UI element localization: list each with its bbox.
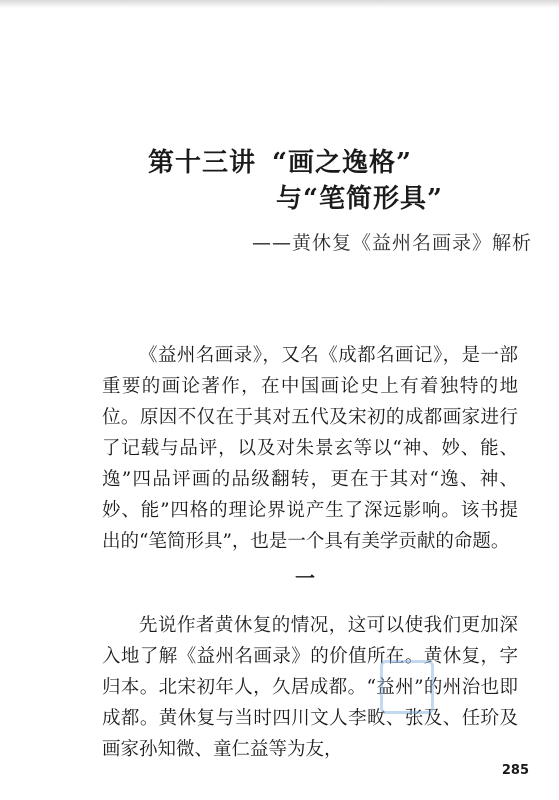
chapter-number: 第十三讲	[148, 148, 257, 178]
chapter-title-main: “画之逸格”	[272, 148, 412, 178]
chapter-title-line2: 与“笔简形具”	[276, 184, 443, 214]
chapter-title-line1	[148, 142, 412, 179]
body-paragraph-1: 《益州名画录》，又名《成都名画记》，是一部重要的画论著作，在中国画论史上有着独特的地位。原因不仅在于其对五代及宋初的成都画家进行了记载与品评，以及对朱景玄等以“神、妙、能、逸”四品评画的品级翻转，更在于其对“逸、神、妙、能”四格的理论界说产生了深远影响。该书提出的“笔简形具”，也是一个具有美学贡献的命题。	[102, 345, 518, 552]
page-number: 285	[501, 763, 529, 778]
chapter-subtitle: ——黄休复《益州名画录》解析	[252, 232, 533, 254]
page-edge-shadow	[0, 0, 559, 8]
body-paragraph-2: 先说作者黄休复的情况，这可以使我们更加深入地了解《益州名画录》的价值所在。黄休复，字归本。北宋初年人，久居成都。“益州”的州治也即成都。黄休复与当时四川文人李畋、张及、任玠及画家孙知微、童仁益等为友，	[102, 615, 518, 760]
section-number: 一	[295, 566, 315, 590]
